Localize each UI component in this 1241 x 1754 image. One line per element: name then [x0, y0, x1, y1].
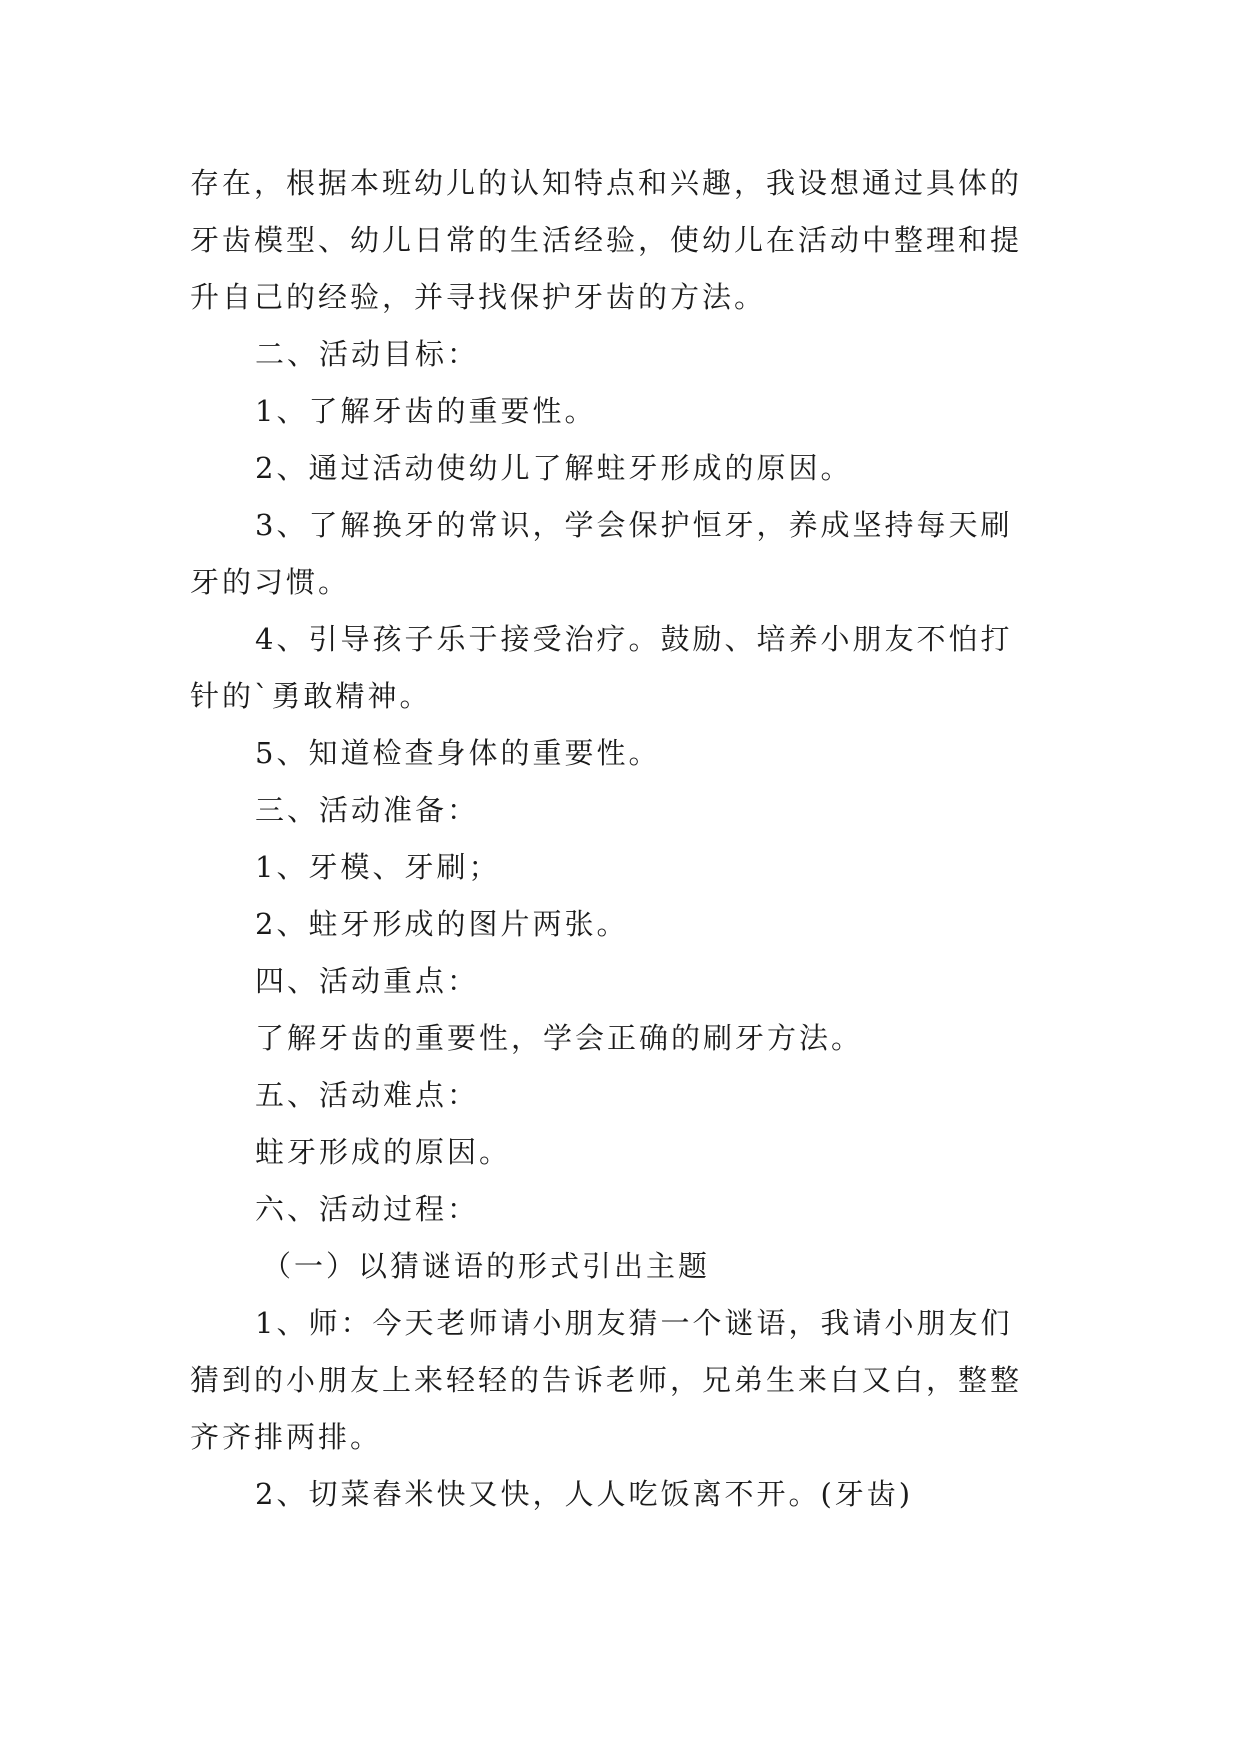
- list-item: 5、知道检查身体的重要性。: [255, 736, 661, 770]
- list-item: 1、师：今天老师请小朋友猜一个谜语，我请小朋友们: [255, 1306, 1013, 1340]
- section-heading-objectives: 二、活动目标：: [255, 337, 480, 371]
- list-item: 1、牙模、牙刷；: [255, 850, 501, 884]
- paragraph-line: 升自己的经验，并寻找保护牙齿的方法。: [190, 280, 767, 314]
- paragraph-line: 蛀牙形成的原因。: [255, 1135, 512, 1169]
- section-heading-process: 六、活动过程：: [255, 1192, 480, 1226]
- paragraph-line: 齐齐排两排。: [190, 1420, 383, 1454]
- section-heading-difficulties: 五、活动难点：: [255, 1078, 480, 1112]
- list-item: 4、引导孩子乐于接受治疗。鼓励、培养小朋友不怕打: [255, 622, 1013, 656]
- list-item: 2、切菜舂米快又快，人人吃饭离不开。(牙齿): [255, 1477, 914, 1511]
- subsection-heading: （一）以猜谜语的形式引出主题: [262, 1249, 711, 1283]
- list-item: 1、了解牙齿的重要性。: [255, 394, 597, 428]
- list-item: 3、了解换牙的常识，学会保护恒牙，养成坚持每天刷: [255, 508, 1013, 542]
- paragraph-line: 存在，根据本班幼儿的认知特点和兴趣，我设想通过具体的: [190, 166, 1023, 200]
- section-heading-key-points: 四、活动重点：: [255, 964, 480, 998]
- list-item: 2、通过活动使幼儿了解蛀牙形成的原因。: [255, 451, 853, 485]
- paragraph-line: 了解牙齿的重要性，学会正确的刷牙方法。: [255, 1021, 864, 1055]
- paragraph-line: 牙的习惯。: [190, 565, 351, 599]
- section-heading-preparation: 三、活动准备：: [255, 793, 480, 827]
- list-item: 2、蛀牙形成的图片两张。: [255, 907, 629, 941]
- paragraph-line: 猜到的小朋友上来轻轻的告诉老师，兄弟生来白又白，整整: [190, 1363, 1023, 1397]
- paragraph-line: 牙齿模型、幼儿日常的生活经验，使幼儿在活动中整理和提: [190, 223, 1023, 257]
- paragraph-line: 针的`勇敢精神。: [190, 679, 432, 713]
